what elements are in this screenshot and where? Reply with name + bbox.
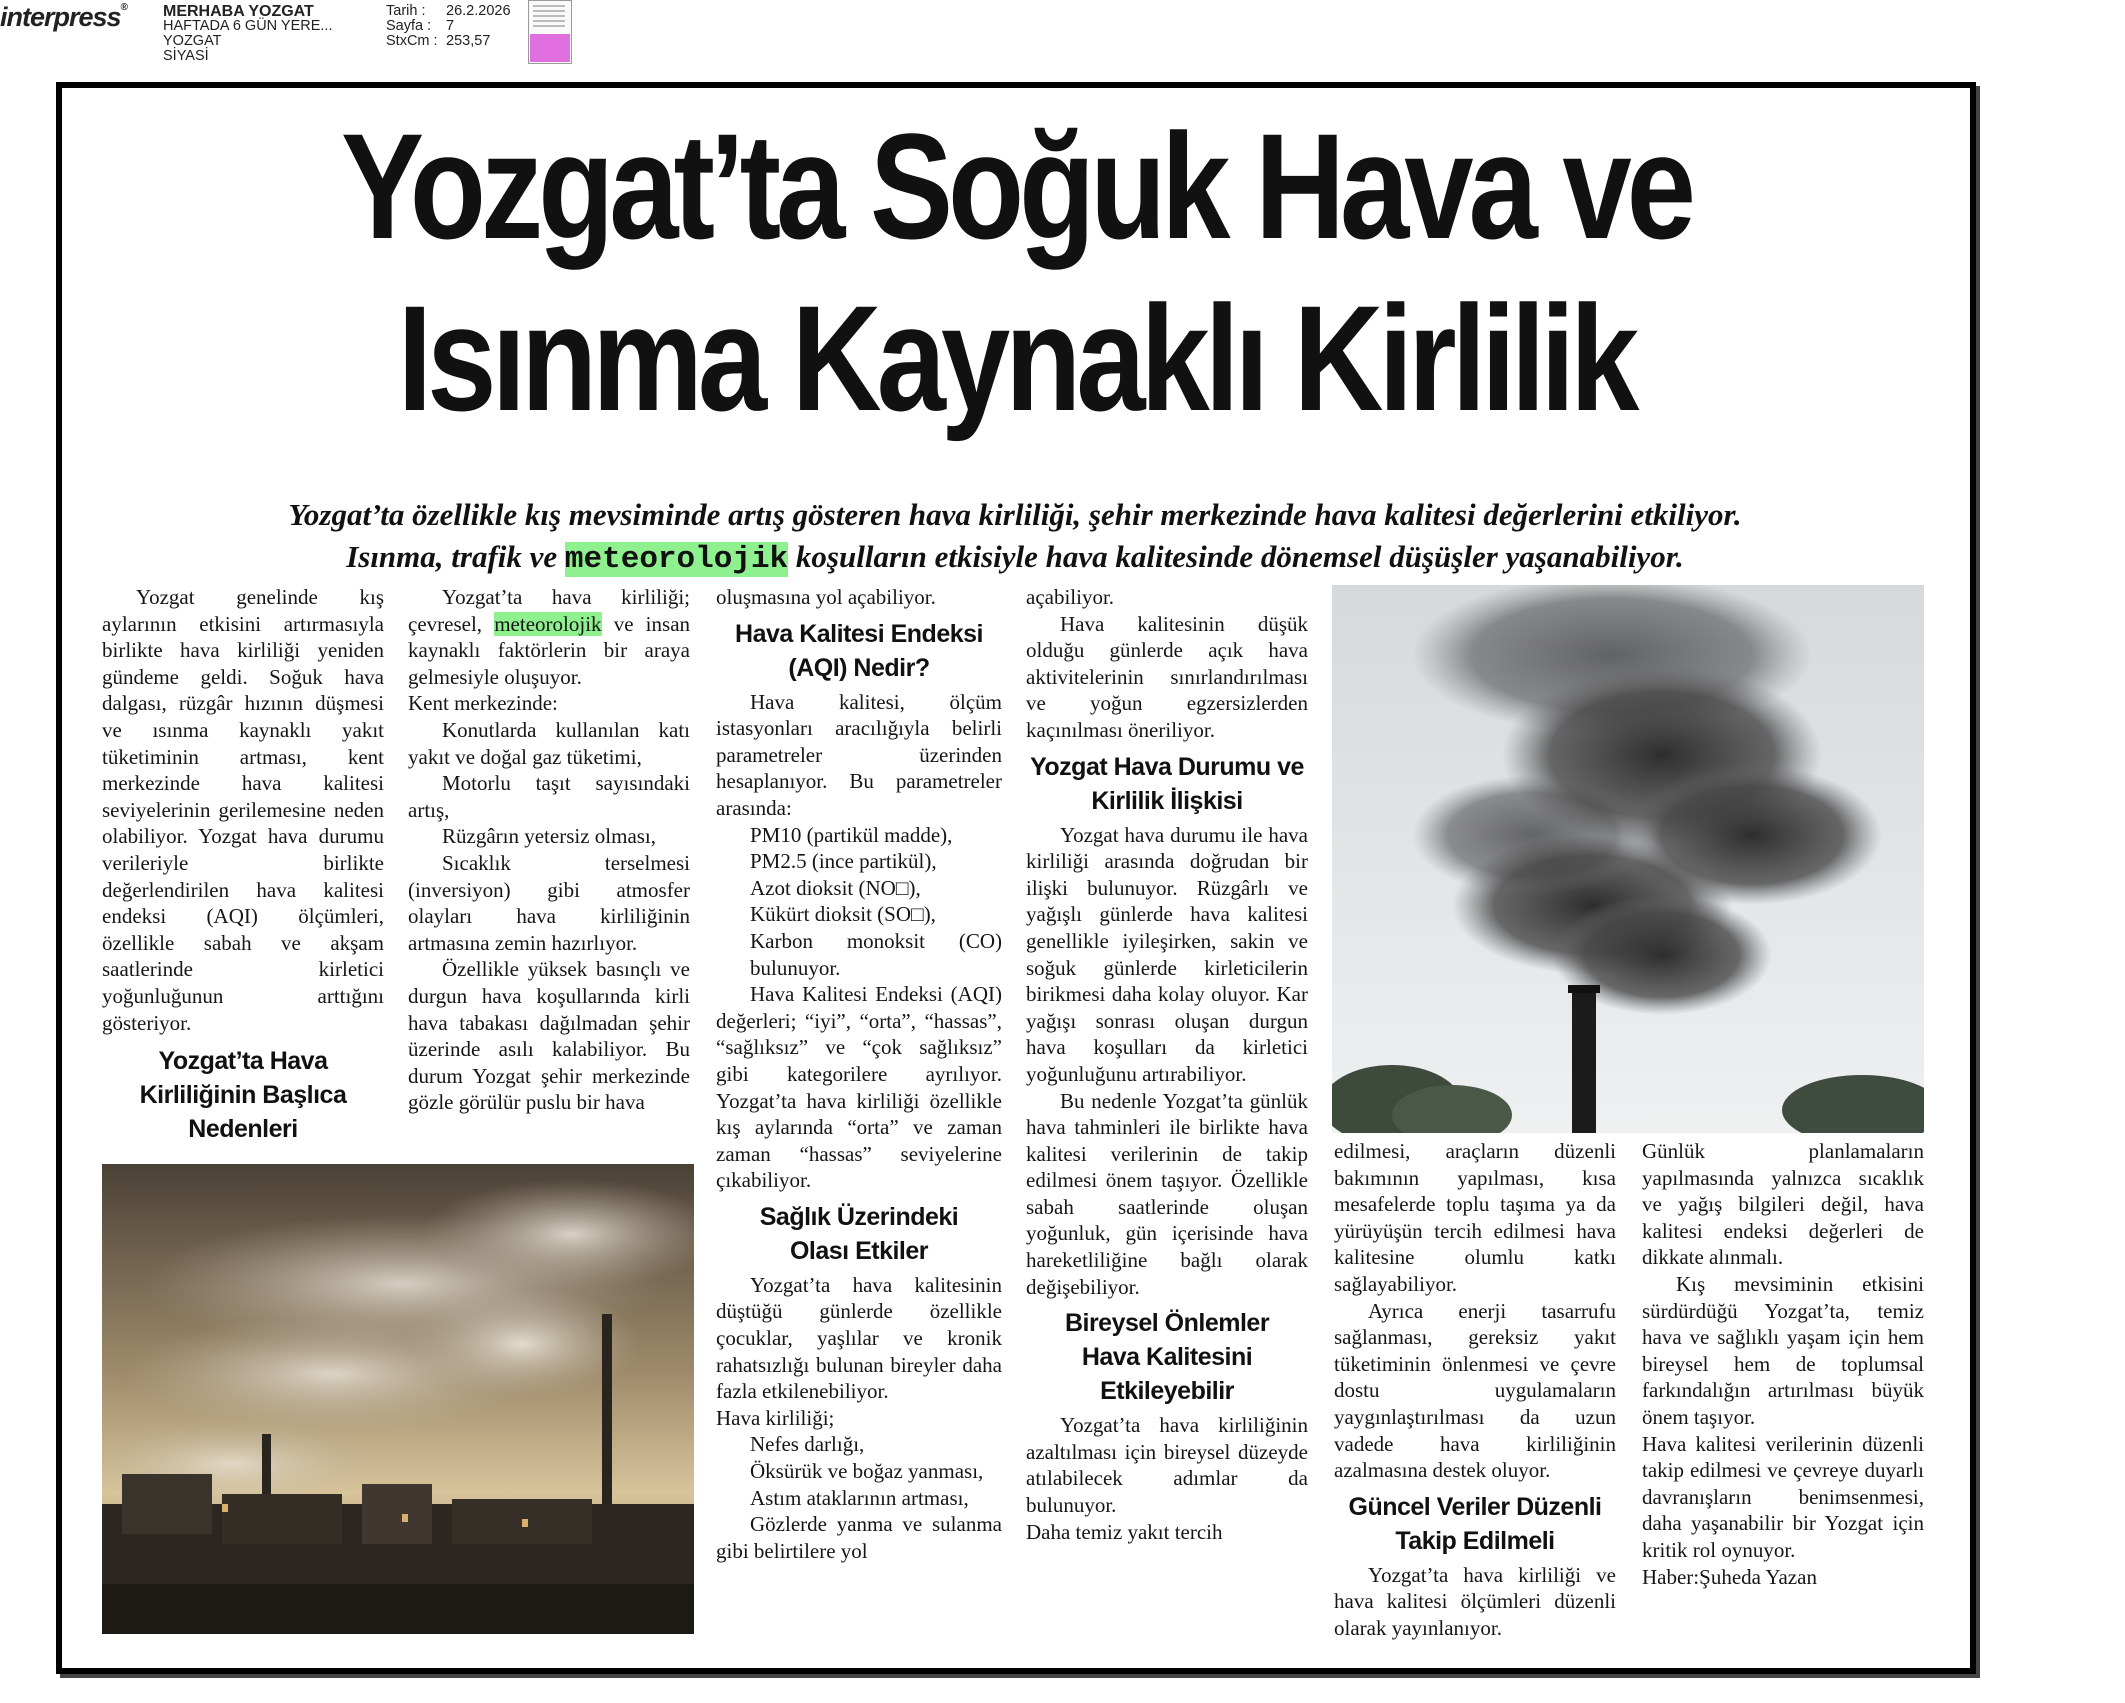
column-4: [1026, 584, 1308, 1545]
col3-paragraph-0: oluşmasına yol açabiliyor.: [716, 585, 936, 609]
col2-list-item-3: Rüzgârın yetersiz olması,: [442, 824, 657, 849]
col3-param-2: PM2.5 (ince partikül),: [750, 849, 937, 874]
publication-info: [163, 4, 332, 64]
subheading-guncel: Güncel Veriler Düzenli Takip Edilmeli: [1348, 1492, 1602, 1555]
subheading-aqi: Hava Kalitesi Endeksi (AQI) Nedir?: [735, 619, 983, 682]
meta-row-page: Sayfa : 7: [386, 18, 455, 34]
factory-smoke-photo: [102, 1164, 694, 1634]
col5-paragraph-3: Yozgat’ta hava kirliliği ve hava kalitesi ölçümleri düzenli olarak yayınlanıyor.: [1334, 1562, 1616, 1640]
thumbnail-highlight: [530, 34, 570, 62]
col6-paragraph-3: Hava kalitesi verilerinin düzenli takip edilmesi ve çevreye duyarlı davranışların benimsenmesi, daha yaşanabilir bir Yozgat için kritik rol oynuyor.: [1642, 1431, 1924, 1562]
col6-paragraph-2: Kış mevsiminin etkisini sürdürdüğü Yozgat’ta, temiz hava ve sağlıklı yaşam için hem bireysel hem de toplumsal farkındalığın artırılması büyük önem taşıyor.: [1642, 1271, 1924, 1429]
col3-param-4: Kükürt dioksit (SO□),: [750, 902, 936, 927]
subheading-bireysel: Bireysel Önlemler Hava Kalitesini Etkileyebilir: [1064, 1309, 1270, 1406]
col2-paragraph-1: Yozgat’ta hava kirliliği; çevresel, meteorolojik ve insan kaynaklı faktörlerin bir araya gelmesiyle oluşuyor.: [408, 585, 691, 689]
lede-line-2: Isınma, trafik ve meteorolojik koşulların etkisiyle hava kalitesinde dönemsel düşüşler yaşanabiliyor.: [346, 539, 1684, 577]
highlight-meteorolojik: meteorolojik: [564, 542, 789, 577]
column-2: [408, 584, 690, 1116]
publication-name: MERHABA YOZGAT: [163, 3, 314, 20]
subheading-nedenleri: Yozgat’ta Hava Kirliliğinin Başlıca Nedenleri: [139, 1047, 347, 1144]
col3-effect-3: Astım ataklarının artması,: [750, 1485, 969, 1510]
col3-param-5: Karbon monoksit (CO) bulunuyor.: [750, 928, 1002, 980]
headline: [228, 100, 1805, 444]
meta-row-stxcm: StxCm : 253,57: [386, 33, 491, 49]
col2-paragraph-3: Özellikle yüksek basınçlı ve durgun hava koşullarında kirli hava tabakası dağılmadan şehir üzerinde asılı kalabiliyor. Bu durum Yozgat şehir merkezinde gözle görülür puslu bir hava: [408, 957, 690, 1115]
col2-list-item-4: Sıcaklık terselmesi (inversiyon) gibi atmosfer olayları hava kirliliğinin artmasına zemin hazırlıyor.: [408, 850, 690, 955]
publication-frequency: HAFTADA 6 GÜN YERE...: [163, 18, 333, 34]
col3-param-3: Azot dioksit (NO□),: [750, 875, 921, 900]
col4-paragraph-1: Hava kalitesinin düşük olduğu günlerde açık hava aktivitelerinin sınırlandırılması ve yoğun egzersizlerden kaçınılması öneriliyor.: [1026, 611, 1308, 742]
col4-paragraph-0: açabiliyor.: [1026, 585, 1115, 609]
interpress-logo: interpress®: [0, 2, 127, 32]
page-thumbnail[interactable]: [528, 0, 572, 64]
col1-paragraph: Yozgat genelinde kış aylarının etkisini artırmasıyla birlikte hava kirliliği yeniden gündeme geldi. Soğuk hava dalgası, rüzgâr hızının düşmesi ve ısınma kaynaklı yakıt tüketiminin artması, kent merkezinde hava kalitesi seviyelerinin gerilemesine neden olabiliyor. Yozgat hava durumu verileriyle birlikte değerlendirilen hava kalitesi endeksi (AQI) ölçümleri, özellikle sabah ve akşam saatlerinde kirletici yoğunluğunun arttığını gösteriyor.: [102, 585, 384, 1035]
col2-list-item-2: Motorlu taşıt sayısındaki artış,: [408, 771, 690, 822]
thumbnail-lines: [533, 5, 565, 27]
col4-paragraph-5: Daha temiz yakıt tercih: [1026, 1519, 1223, 1544]
headline-line-2: Isınma Kaynaklı Kirlilik: [397, 274, 1635, 442]
meta-row-date: Tarih : 26.2.2026: [386, 3, 511, 19]
col5-paragraph-2: Ayrıca enerji tasarrufu sağlanması, gereksiz yakıt tüketiminin önlenmesi ve çevre dostu uygulamaların yaygınlaştırılması da uzun vadede hava kirliliğinin azalmasına destek oluyor.: [1334, 1298, 1616, 1483]
col4-paragraph-4: Yozgat’ta hava kirliliğinin azaltılması için bireysel düzeyde atılabilecek adımlar da bulunuyor.: [1026, 1413, 1308, 1518]
chimney-smoke-photo: [1332, 585, 1924, 1133]
column-1: [102, 584, 384, 1146]
publication-category: SİYASİ: [163, 48, 209, 64]
column-6: [1642, 1138, 1924, 1590]
column-3: [716, 584, 1002, 1564]
col3-paragraph-4: Hava kirliliği;: [716, 1405, 835, 1430]
col4-paragraph-2: Yozgat hava durumu ile hava kirliliği arasında doğrudan bir ilişki bulunuyor. Rüzgârlı ve yağışlı günlerde hava kalitesi genellikle iyileşirken, sakin ve soğuk günlerde kirleticilerin birikmesi daha kolay oluyor. Kar yağışı sonrası oluşan durgun hava koşulları da kirletici yoğunluğunu artırabiliyor.: [1026, 822, 1308, 1086]
col3-paragraph-1: Hava kalitesi, ölçüm istasyonları aracılığıyla belirli parametreler üzerinden hesaplanıyor. Bu parametreler arasında:: [716, 689, 1002, 820]
byline: Haber:Şuheda Yazan: [1642, 1564, 1817, 1589]
col3-paragraph-3: Yozgat’ta hava kalitesinin düştüğü günlerde özellikle çocuklar, yaşlılar ve kronik rahatsızlığı bulunan bireyler daha fazla etkilenebiliyor.: [716, 1272, 1002, 1404]
col3-effect-4: Gözlerde yanma ve sulanma gibi belirtilere yol: [716, 1512, 1002, 1563]
clipping-meta: [386, 4, 511, 49]
col3-param-1: PM10 (partikül madde),: [750, 822, 953, 847]
col6-paragraph-1: Günlük planlamaların yapılmasında yalnızca sıcaklık ve yağış bilgileri değil, hava kalitesi endeksi değerleri de dikkate alınmalı.: [1642, 1139, 1924, 1270]
col4-paragraph-3: Bu nedenle Yozgat’ta günlük hava tahminleri ile birlikte hava kalitesi verilerinin de takip edilmesi önem taşıyor. Özellikle sabah saatlerinde oluşan yoğunluk, gün içerisinde hava hareketliliğine bağlı olarak değişebiliyor.: [1026, 1088, 1308, 1299]
subheading-saglik: Sağlık Üzerindeki Olası Etkiler: [759, 1202, 959, 1265]
lede-line-1: Yozgat’ta özellikle kış mevsiminde artış gösteren hava kirliliği, şehir merkezinde hava kalitesi değerlerini etkiliyor.: [288, 497, 1742, 532]
lede: [70, 494, 1960, 581]
col3-effect-1: Nefes darlığı,: [750, 1432, 865, 1457]
headline-line-1: Yozgat’ta Soğuk Hava ve: [341, 102, 1691, 270]
col2-list-item-1: Konutlarda kullanılan katı yakıt ve doğal gaz tüketimi,: [408, 717, 690, 769]
subheading-hava-durumu: Yozgat Hava Durumu ve Kirlilik İlişkisi: [1030, 752, 1304, 815]
column-5: [1334, 1138, 1616, 1642]
highlight-meteorolojik-2: meteorolojik: [494, 611, 602, 636]
col3-paragraph-2: Hava Kalitesi Endeksi (AQI) değerleri; “iyi”, “orta”, “hassas”, “sağlıksız” ve “çok sağlıksız” gibi kategorilere ayrılıyor. Yozgat’ta hava kirliliği özellikle kış aylarında “orta” ve zaman zaman “hassas” seviyelerine çıkabiliyor.: [716, 982, 1002, 1193]
col5-paragraph-1: edilmesi, araçların düzenli bakımının yapılması, kısa mesafelerde toplu taşıma ya da yürüyüşün tercih edilmesi hava kalitesine olumlu katkı sağlayabiliyor.: [1334, 1139, 1616, 1296]
publication-city: YOZGAT: [163, 33, 222, 49]
col3-effect-2: Öksürük ve boğaz yanması,: [750, 1459, 984, 1484]
col2-paragraph-2: Kent merkezinde:: [408, 691, 558, 716]
